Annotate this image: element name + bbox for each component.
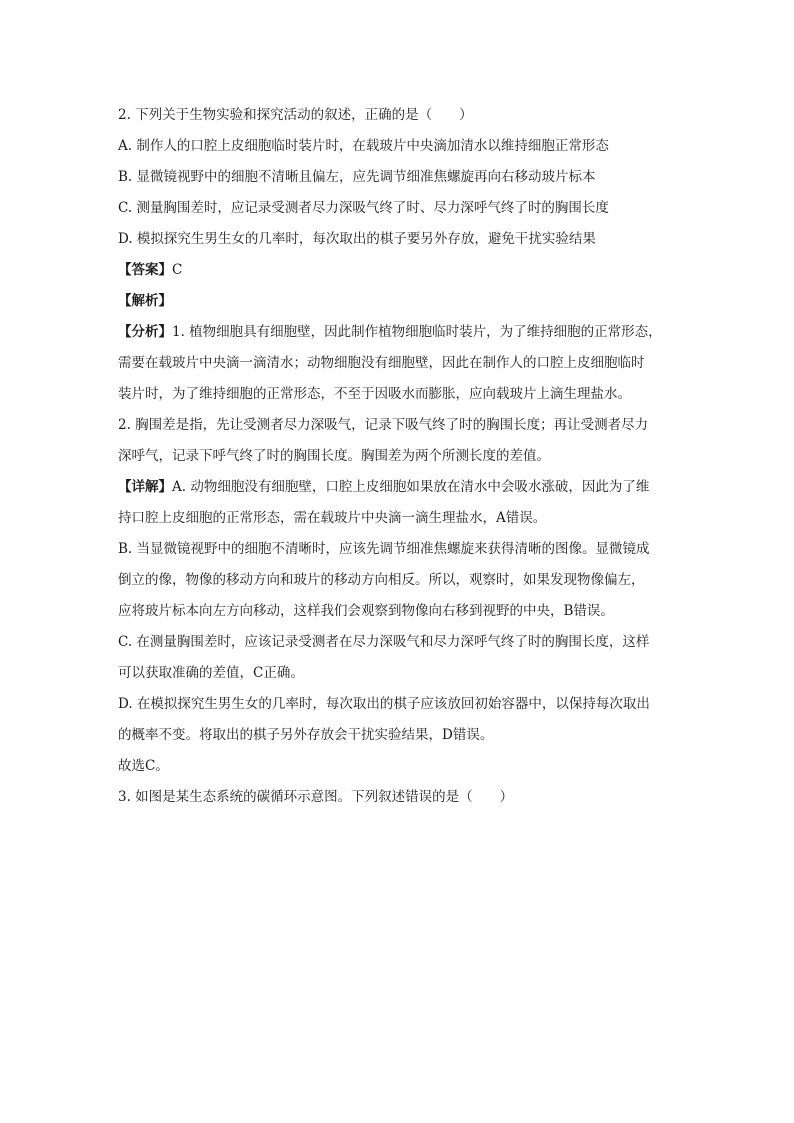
fenxi-2-line-2: 深呼气，记录下呼气终了时的胸围长度。胸围差为两个所测长度的差值。 — [118, 448, 550, 464]
fenxi-1-text: 1. 植物细胞具有细胞壁，因此制作植物细胞临时装片，为了维持细胞的正常形态， — [172, 324, 662, 340]
fenxi-1-line-3: 装片时，为了维持细胞的正常形态，不至于因吸水而膨胀，应向载玻片上滴生理盐水。 — [118, 386, 631, 402]
fenxi-tag: 【分析】 — [118, 324, 172, 340]
fenxi-1-line-2: 需要在载玻片中央滴一滴清水；动物细胞没有细胞壁，因此在制作人的口腔上皮细胞临时 — [118, 355, 645, 371]
question-2-stem: 2. 下列关于生物实验和探究活动的叙述，正确的是（ ） — [118, 107, 473, 123]
fenxi-1-line-1 — [118, 317, 688, 348]
question-2-option-b: B. 显微镜视野中的细胞不清晰且偏左，应先调节细准焦螺旋再向右移动玻片标本 — [118, 169, 596, 185]
answer-tag: 【答案】 — [118, 262, 172, 278]
question-2-option-a: A. 制作人的口腔上皮细胞临时装片时，在载玻片中央滴加清水以维持细胞正常形态 — [118, 138, 609, 154]
document-page — [118, 100, 688, 813]
question-2-option-d: D. 模拟探究生男生女的几率时，每次取出的棋子要另外存放，避免干扰实验结果 — [118, 231, 596, 247]
analysis-heading: 【解析】 — [118, 293, 172, 309]
xiangjie-d-line-1: D. 在模拟探究生男生女的几率时，每次取出的棋子应该放回初始容器中，以保持每次取出 — [118, 696, 650, 712]
xiangjie-a-line-1 — [118, 472, 688, 503]
xiangjie-a-line-2: 持口腔上皮细胞的正常形态，需在载玻片中央滴一滴生理盐水，A错误。 — [118, 510, 547, 526]
xiangjie-c-line-1: C. 在测量胸围差时，应该记录受测者在尽力深吸气和尽力深呼气终了时的胸围长度，这样 — [118, 634, 650, 650]
xiangjie-tag: 【详解】 — [118, 479, 172, 495]
xiangjie-b-line-3: 应将玻片标本向左方向移动，这样我们会观察到物像向右移到视野的中央，B错误。 — [118, 603, 614, 619]
question-3-stem: 3. 如图是某生态系统的碳循环示意图。下列叙述错误的是（ ） — [118, 789, 514, 805]
answer-line — [118, 255, 688, 286]
fenxi-2-line-1: 2. 胸围差是指，先让受测者尽力深吸气，记录下吸气终了时的胸围长度；再让受测者尽力 — [118, 417, 649, 433]
xiangjie-d-line-2: 的概率不变。将取出的棋子另外存放会干扰实验结果，D错误。 — [118, 727, 494, 743]
xiangjie-a-text: A. 动物细胞没有细胞壁，口腔上皮细胞如果放在清水中会吸水涨破，因此为了维 — [172, 479, 650, 495]
question-2-option-c: C. 测量胸围差时，应记录受测者尽力深吸气终了时、尽力深呼气终了时的胸围长度 — [118, 200, 609, 216]
conclusion: 故选C。 — [118, 758, 169, 774]
xiangjie-c-line-2: 可以获取准确的差值，C正确。 — [118, 665, 304, 681]
xiangjie-b-line-1: B. 当显微镜视野中的细胞不清晰时，应该先调节细准焦螺旋来获得清晰的图像。显微镜成 — [118, 541, 650, 557]
answer-value: C — [172, 262, 183, 278]
xiangjie-b-line-2: 倒立的像，物像的移动方向和玻片的移动方向相反。所以，观察时，如果发现物像偏左， — [118, 572, 645, 588]
